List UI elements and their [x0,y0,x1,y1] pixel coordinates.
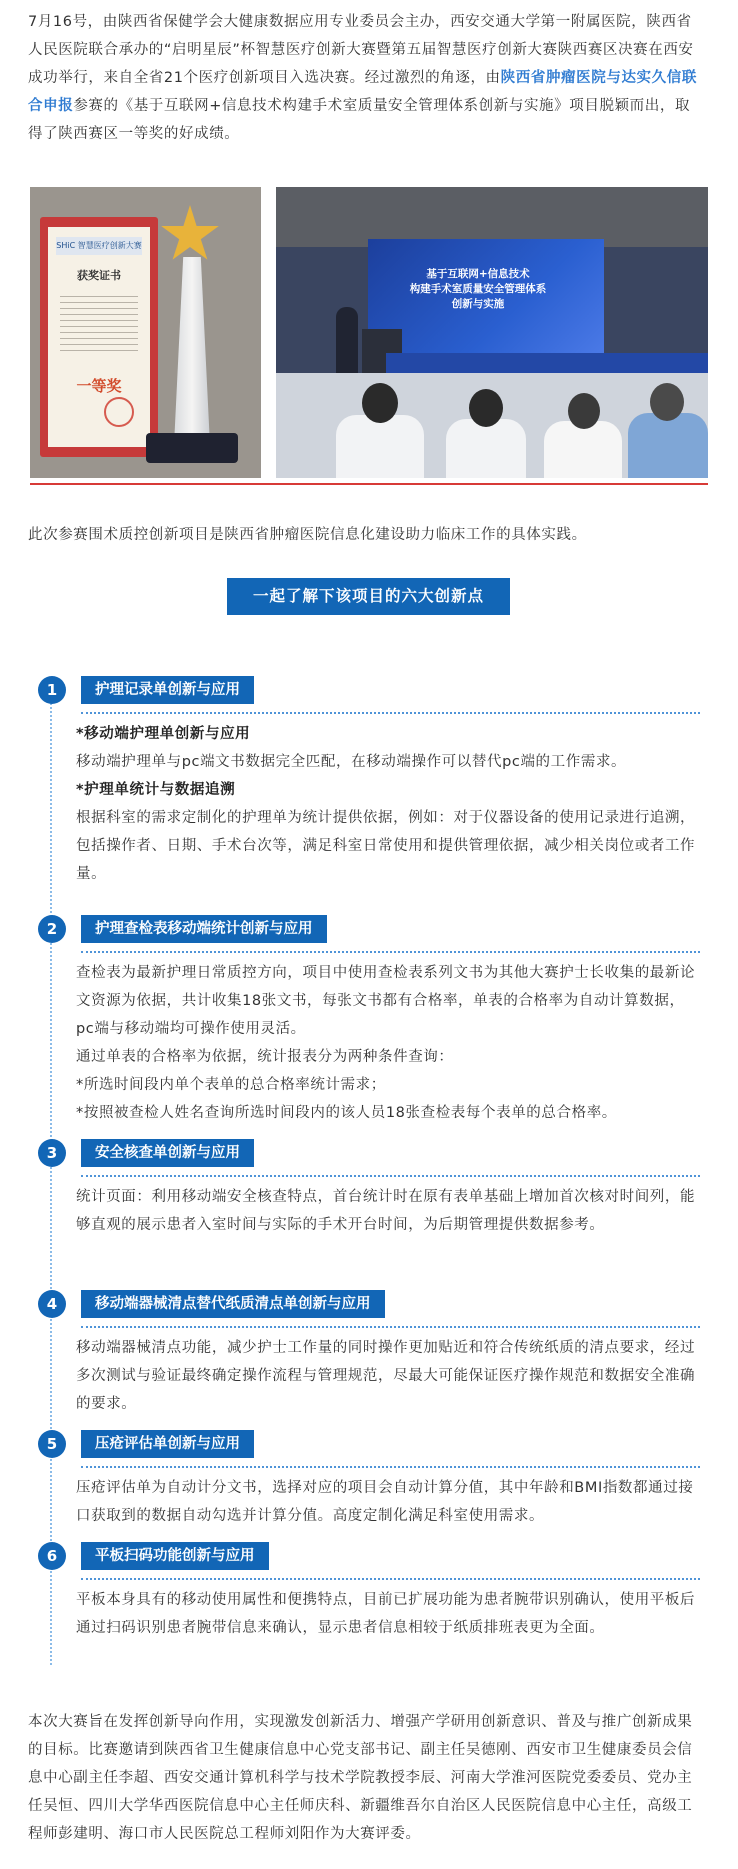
section-title: 移动端器械清点替代纸质清点单创新与应用 [81,1290,385,1318]
audience-head [650,383,684,421]
screen-line-1: 基于互联网+信息技术 [426,268,530,280]
intro-paragraph [28,8,704,148]
section-body [76,1586,696,1642]
presentation-photo [276,187,708,478]
audience-member [336,415,424,478]
section-number-badge: 6 [38,1542,66,1570]
section-title: 安全核查单创新与应用 [81,1139,254,1167]
section-divider [81,1175,700,1177]
intro-text-start: 7月16号，由陕西省保健学会大健康数据应用专业委员会主办，西安交通大学第一附属医院，陕西省人民医院联合承办的“启明星辰”杯智慧医疗创新大赛暨第五届智慧医疗创新大赛陕西赛区决赛在西安成功举行，来自全省21个医疗创新项目入选决赛。经过激烈的角逐，由 [28,14,694,86]
section-body [76,1334,696,1418]
section-text: 平板本身具有的移动使用属性和便携特点，目前已扩展功能为患者腕带识别确认，使用平板后通过扫码识别患者腕带信息来确认，显示患者信息相较于纸质排班表更为全面。 [76,1592,696,1636]
certificate-title: 获奖证书 [77,269,121,282]
timeline-line [50,683,52,1665]
photo-divider [30,483,708,485]
section-text: 通过单表的合格率为依据，统计报表分为两种条件查询： [76,1049,454,1065]
section-text: 统计页面：利用移动端安全核查特点，首台统计时在原有表单基础上增加首次核对时间列，能够直观的展示患者入室时间与实际的手术开台时间，为后期管理提供数据参考。 [76,1189,696,1233]
section-subheading: *移动端护理单创新与应用 [76,726,251,742]
section-text: 查检表为最新护理日常质控方向，项目中使用查检表系列文书为其他大赛护士长收集的最新论文资源为依据，共计收集18张文书，每张文书都有合格率，单表的合格率为自动计算数据，pc端与移动端均可操作使用灵活。 [76,965,696,1037]
section-title: 压疮评估单创新与应用 [81,1430,254,1458]
hall-ceiling [276,187,708,247]
section-title: 护理记录单创新与应用 [81,676,254,704]
certificate-grade: 一等奖 [76,377,122,395]
section-body [76,720,696,888]
section-text: 压疮评估单为自动计分文书，选择对应的项目会自动计算分值，其中年龄和BMI指数都通过接口获取到的数据自动勾选并计算分值。高度定制化满足科室使用需求。 [76,1480,694,1524]
innovation-points-banner: 一起了解下该项目的六大创新点 [227,578,510,615]
certificate-header: SHiC 智慧医疗创新大赛 [56,237,142,255]
audience-member [446,419,526,478]
screen-line-3: 创新与实施 [451,298,505,310]
section-number-badge: 2 [38,915,66,943]
section-number-badge: 4 [38,1290,66,1318]
section-text: *所选时间段内单个表单的总合格率统计需求； [76,1077,386,1093]
section-divider [81,1578,700,1580]
trophy-star-icon [160,205,220,265]
section-divider [81,951,700,953]
section-number-badge: 1 [38,676,66,704]
screen-line-2: 构建手术室质量安全管理体系 [409,283,547,295]
section-divider [81,1466,700,1468]
audience-head [362,383,398,423]
section-body [76,959,696,1127]
intro-text-end: 参赛的《基于互联网+信息技术构建手术室质量安全管理体系创新与实施》项目脱颖而出，取得了陕西赛区一等奖的好成绩。 [28,98,691,142]
section-number-badge: 3 [38,1139,66,1167]
section-body [76,1183,696,1239]
section-text: *按照被查检人姓名查询所选时间段内的该人员18张查检表每个表单的总合格率。 [76,1105,617,1121]
section-text: 根据科室的需求定制化的护理单为统计提供依据，例如：对于仪器设备的使用记录进行追溯，包括操作者、日期、手术台次等，满足科室日常使用和提供管理依据，减少相关岗位或者工作量。 [76,810,696,882]
section-divider [81,1326,700,1328]
summary-paragraph: 此次参赛围术质控创新项目是陕西省肿瘤医院信息化建设助力临床工作的具体实践。 [28,527,587,543]
certificate-text-lines [60,291,138,351]
intro-highlight-link[interactable]: 陕西省肿瘤医院与达实久信联合申报 [28,70,697,114]
section-subheading: *护理单统计与数据追溯 [76,782,236,798]
section-divider [81,712,700,714]
stage-banner [386,353,708,375]
certificate-seal-icon [104,397,134,427]
section-title: 平板扫码功能创新与应用 [81,1542,269,1570]
audience-member [628,413,708,478]
closing-paragraph: 本次大赛旨在发挥创新导向作用，实现激发创新活力、增强产学研用创新意识、普及与推广创新成果的目标。比赛邀请到陕西省卫生健康信息中心党支部书记、副主任吴德刚、西安市卫生健康委员会信息中心副主任李超、西安交通计算机科学与技术学院教授李辰、河南大学淮河医院党委委员、党办主任吴恒、四川大学华西医院信息中心主任师庆科、新疆维吾尔自治区人民医院信息中心主任，高级工程师彭建明、海口市人民医院总工程师刘阳作为大赛评委。 [28,1714,693,1842]
speaker-figure [336,307,358,377]
audience-member [544,421,622,478]
section-body [76,1474,696,1530]
section-number-badge: 5 [38,1430,66,1458]
audience-head [469,389,503,427]
award-certificate-photo [30,187,261,478]
section-title: 护理查检表移动端统计创新与应用 [81,915,327,943]
audience-head [568,393,600,429]
section-text: 移动端器械清点功能，减少护士工作量的同时操作更加贴近和符合传统纸质的清点要求，经过多次测试与验证最终确定操作流程与管理规范，尽最大可能保证医疗操作规范和数据安全准确的要求。 [76,1340,696,1412]
trophy-icon [170,257,214,437]
section-text: 移动端护理单与pc端文书数据完全匹配，在移动端操作可以替代pc端的工作需求。 [76,754,627,770]
trophy-base [146,433,238,463]
projection-screen-text [378,267,578,312]
